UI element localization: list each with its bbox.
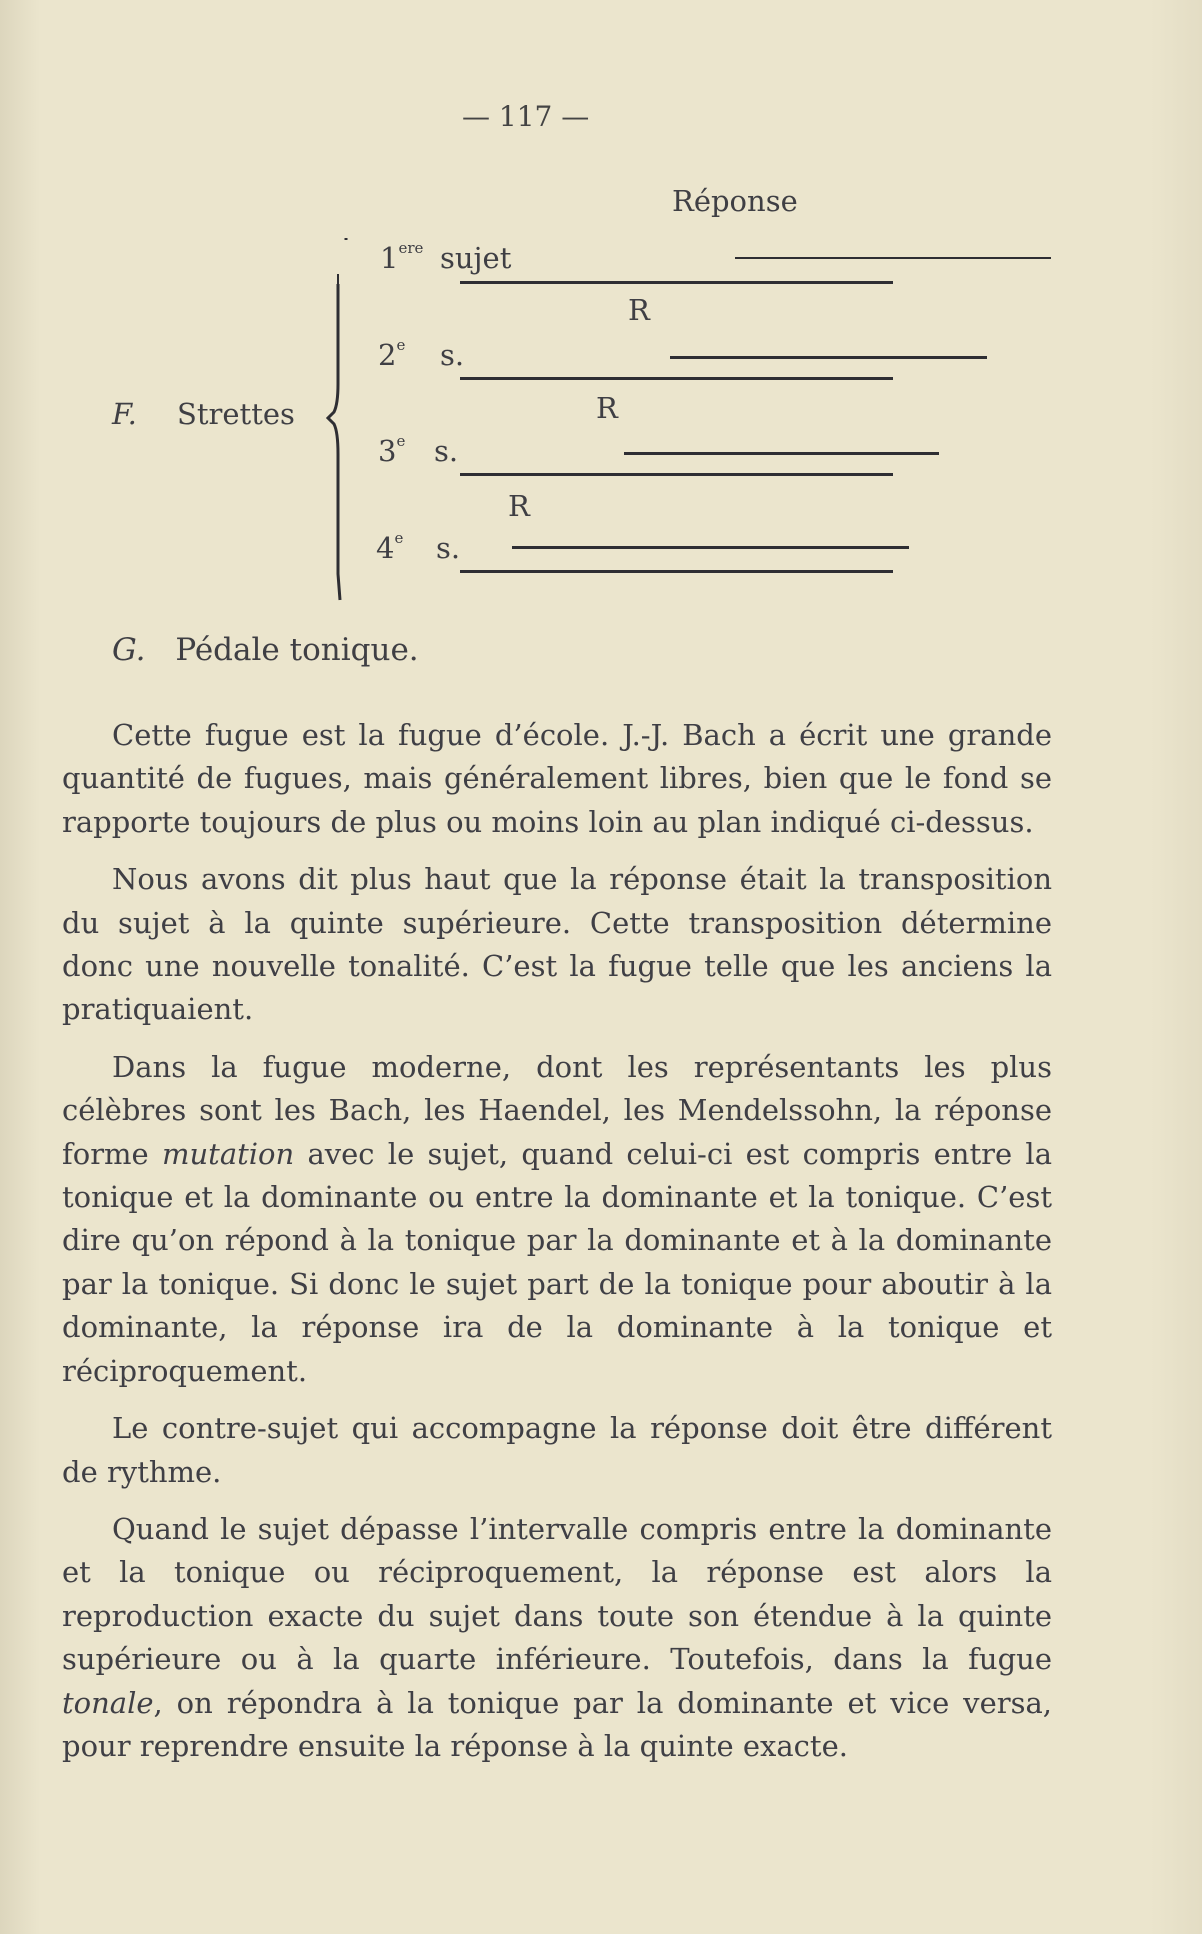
page-number: — 117 — bbox=[462, 100, 590, 133]
row-2-label: s. bbox=[440, 338, 465, 372]
paragraph-3: Dans la fugue moderne, dont les représentants les plus célèbres sont les Bach, les Haendel, les Mendelssohn, la réponse forme mutation avec le sujet, quand celui-ci est compris entre la tonique et la dominante ou entre la dominante et la tonique. C’est dire qu’on répond à la tonique par la dominante et à la dominante par la tonique. Si donc le sujet part de la tonique pour aboutir à la dominante, la réponse ira de la dominante à la tonique et réciproquement. bbox=[62, 1049, 1052, 1388]
row-3-sujet-line bbox=[460, 473, 893, 476]
section-f-title: Strettes bbox=[177, 397, 295, 431]
row-3-reponse-line bbox=[624, 452, 939, 455]
paragraph-1: Cette fugue est la fugue d’école. J.-J. Bach a écrit une grande quantité de fugues, mais généralement libres, bien que le fond se rapporte toujours de plus ou moins loin au plan indiqué ci-dessus. bbox=[62, 718, 1052, 839]
italic-tonale: tonale bbox=[62, 1685, 154, 1720]
r-label-1: R bbox=[628, 293, 650, 327]
row-2-reponse-line bbox=[670, 356, 987, 359]
row-4-reponse-line bbox=[512, 546, 909, 549]
row-4-sujet-line bbox=[460, 570, 893, 573]
row-1-sujet-line bbox=[460, 281, 893, 284]
row-1-number: 1ere bbox=[380, 239, 424, 275]
section-g bbox=[112, 632, 419, 668]
curly-brace-icon bbox=[326, 234, 356, 604]
row-3-number: 3e bbox=[378, 432, 406, 468]
body-text bbox=[62, 714, 1052, 1768]
row-4-label: s. bbox=[436, 531, 461, 565]
row-2-number: 2e bbox=[378, 336, 406, 372]
paragraph-5: Quand le sujet dépasse l’intervalle compris entre la dominante et la tonique ou réciproquement, la réponse est alors la reproduction exacte du sujet dans toute son étendue à la quinte supérieure ou à la quarte inférieure. Toutefois, dans la fugue tonale, on répondra à la tonique par la dominante et vice versa, pour reprendre ensuite la réponse à la quinte exacte. bbox=[62, 1511, 1052, 1763]
paragraph-2: Nous avons dit plus haut que la réponse était la transposition du sujet à la quinte supérieure. Cette transposition détermine donc une nouvelle tonalité. C’est la fugue telle que les anciens la pratiquaient. bbox=[62, 862, 1052, 1027]
italic-mutation: mutation bbox=[162, 1136, 295, 1171]
reponse-label: Réponse bbox=[672, 184, 798, 218]
section-f-letter: F. bbox=[112, 397, 137, 431]
row-1-label: sujet bbox=[440, 241, 512, 275]
section-g-letter: G. bbox=[112, 632, 146, 668]
section-g-title: Pédale tonique. bbox=[175, 632, 419, 668]
row-3-label: s. bbox=[434, 434, 459, 468]
r-label-3: R bbox=[508, 489, 530, 523]
row-2-sujet-line bbox=[460, 377, 893, 380]
paragraph-4: Le contre-sujet qui accompagne la réponse doit être différent de rythme. bbox=[62, 1411, 1052, 1489]
row-1-reponse-line bbox=[735, 257, 1051, 259]
row-4-number: 4e bbox=[376, 529, 404, 565]
r-label-2: R bbox=[596, 391, 618, 425]
